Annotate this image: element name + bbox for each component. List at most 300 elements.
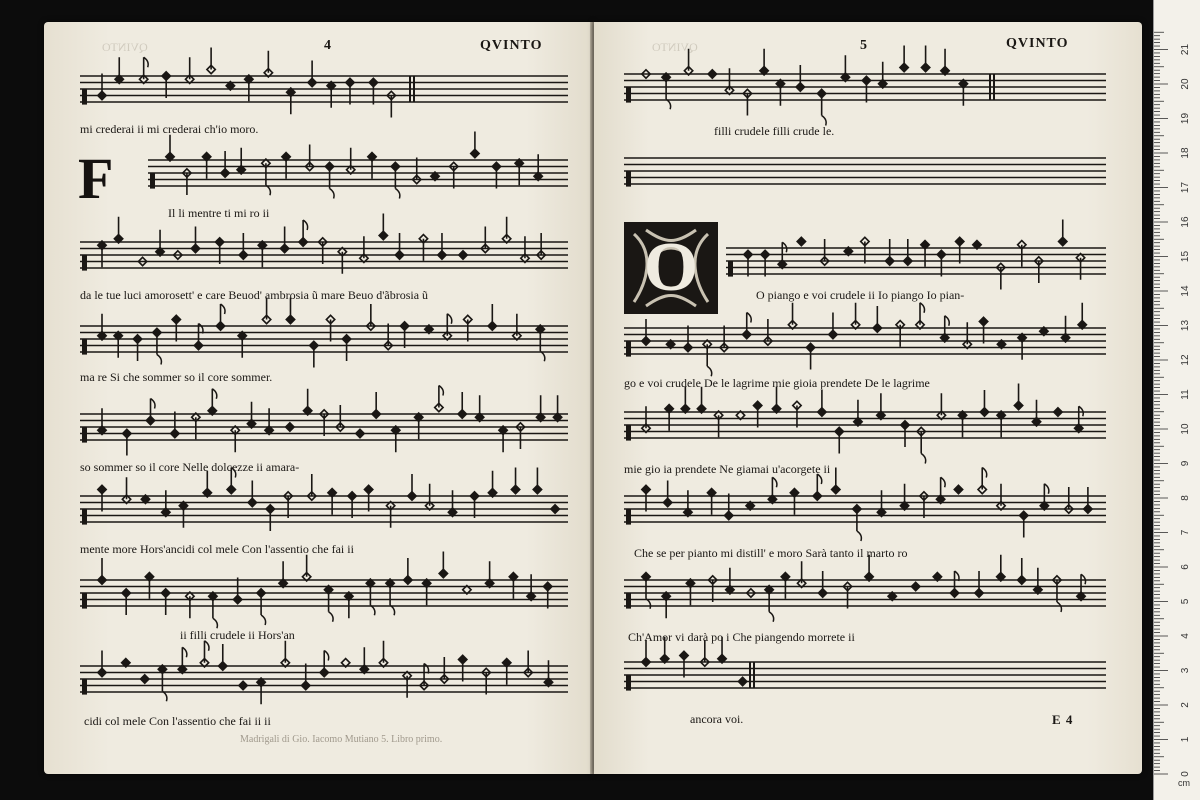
note: [325, 162, 334, 198]
note: [853, 505, 862, 541]
note: [835, 427, 843, 453]
ruler-label: 12: [1180, 354, 1191, 366]
note: [680, 651, 688, 677]
note: [1075, 406, 1084, 432]
note: [536, 325, 545, 361]
note: [221, 151, 229, 177]
note: [937, 250, 945, 276]
note: [287, 88, 295, 114]
note: [1054, 408, 1062, 416]
note: [521, 236, 529, 262]
note: [793, 401, 801, 427]
ghost-heading: QVINTO: [652, 40, 698, 54]
note: [123, 429, 131, 455]
initial-letter: F: [78, 146, 114, 211]
note: [950, 571, 959, 597]
note: [896, 321, 904, 347]
note: [171, 412, 179, 438]
note: [901, 421, 909, 447]
note: [1061, 316, 1069, 342]
note: [475, 395, 483, 421]
note: [714, 411, 722, 437]
note: [743, 313, 752, 339]
clef-icon: [626, 171, 631, 187]
lyric-line-6: mente more Hors'ancidi col mele Con l'assentio che fai ii: [80, 542, 354, 556]
note: [133, 335, 141, 361]
note: [299, 220, 308, 246]
note: [364, 485, 372, 511]
note: [392, 426, 400, 452]
note: [282, 153, 290, 179]
staff: [624, 46, 1106, 126]
note: [488, 304, 496, 330]
note: [98, 485, 106, 511]
note: [422, 579, 430, 605]
clef-icon: [626, 425, 631, 441]
note: [98, 74, 106, 100]
note: [553, 395, 561, 421]
note: [1059, 220, 1067, 246]
note: [642, 573, 651, 609]
note: [415, 413, 423, 439]
note: [956, 237, 964, 263]
ruler-label: 21: [1180, 43, 1191, 56]
note: [937, 393, 945, 419]
note: [346, 78, 354, 104]
note: [443, 314, 452, 340]
note: [684, 326, 692, 352]
note: [366, 579, 375, 615]
note: [725, 68, 733, 94]
note: [439, 552, 447, 578]
ruler-label: 19: [1180, 112, 1191, 125]
note: [391, 162, 400, 198]
note: [347, 148, 355, 174]
staff: [624, 158, 1106, 187]
note: [239, 681, 247, 689]
ruler-label: 10: [1180, 423, 1191, 435]
clef-icon: [82, 89, 87, 105]
right-page: [594, 22, 1142, 774]
note: [386, 579, 395, 615]
note: [326, 315, 334, 341]
ruler-label: 5: [1180, 598, 1191, 605]
clef-icon: [626, 509, 631, 525]
note: [778, 242, 787, 268]
ruler-label: 17: [1180, 181, 1191, 194]
note: [141, 675, 149, 683]
ruler-label: 11: [1180, 389, 1191, 400]
ruler-label: 4: [1180, 633, 1191, 639]
note: [208, 389, 217, 415]
measuring-ruler: [1153, 0, 1200, 800]
note: [978, 468, 987, 494]
note: [200, 641, 209, 667]
note: [536, 395, 544, 421]
note: [202, 153, 210, 179]
note: [245, 75, 253, 101]
note: [115, 57, 123, 83]
note: [707, 489, 715, 515]
note: [386, 502, 394, 528]
note: [797, 561, 805, 587]
note: [921, 241, 929, 267]
staff: [624, 303, 1106, 377]
note: [862, 76, 870, 102]
note: [544, 660, 552, 686]
note: [360, 647, 368, 673]
note: [310, 341, 318, 367]
lyric-line-3: da le tue luci amorosett' e care Beuod' ambrosia ũ mare Beuo d'ãbrosia ũ: [80, 288, 429, 302]
note: [534, 154, 542, 180]
note: [191, 227, 199, 253]
note: [997, 555, 1005, 581]
voice-heading: QVINTO: [480, 38, 543, 53]
note: [806, 343, 814, 369]
note: [877, 393, 885, 419]
note: [145, 573, 153, 599]
note: [818, 571, 826, 597]
note: [238, 332, 246, 358]
note: [302, 555, 310, 581]
note: [642, 319, 650, 345]
note: [379, 641, 387, 667]
note: [686, 579, 694, 605]
ruler-ticks: [1154, 0, 1200, 800]
note: [726, 568, 734, 594]
note: [776, 80, 784, 106]
note: [544, 582, 552, 608]
note: [179, 502, 187, 528]
ruler-label: 16: [1180, 216, 1191, 228]
lyric-line-5: Che se per pianto mi distill' e moro Sarà tanto il marto ro: [634, 546, 908, 560]
note: [114, 332, 122, 358]
initial-letter: O: [643, 229, 699, 306]
note: [788, 303, 796, 329]
note: [158, 665, 167, 701]
left-page: [44, 22, 592, 774]
note: [459, 251, 467, 259]
page-number: 4: [324, 38, 332, 53]
voice-heading: QVINTO: [1006, 36, 1069, 51]
note: [438, 233, 446, 259]
note: [813, 474, 822, 500]
note: [348, 492, 356, 518]
note: [941, 316, 950, 342]
note: [161, 589, 169, 615]
lyric-line-5: so sommer so il core Nelle dolcezze ii amara-: [80, 460, 300, 474]
footer-text: Madrigali di Gio. Iacomo Mutiano 5. Libro primo.: [240, 734, 443, 745]
note: [471, 132, 479, 158]
note: [328, 489, 336, 515]
lyric-line-4: ma re Si che sommer so il core sommer.: [80, 370, 273, 384]
signature-mark: E 4: [1052, 712, 1074, 727]
note: [215, 238, 223, 264]
note: [356, 429, 364, 437]
note: [435, 386, 444, 412]
note: [280, 227, 288, 253]
note: [921, 46, 929, 72]
note: [395, 233, 403, 259]
note: [502, 217, 510, 243]
note: [879, 62, 887, 88]
note: [403, 672, 411, 698]
note: [207, 48, 215, 74]
note: [684, 49, 692, 75]
ruler-label: 0: [1180, 771, 1191, 777]
note: [854, 400, 862, 426]
note: [662, 592, 670, 618]
note: [286, 423, 294, 431]
note: [665, 405, 673, 431]
staff: [624, 555, 1106, 622]
note: [513, 314, 521, 340]
note: [459, 655, 467, 681]
note: [1078, 303, 1086, 329]
note: [509, 573, 517, 599]
note: [488, 471, 496, 497]
note: [166, 135, 174, 161]
note: [1084, 487, 1092, 513]
note: [192, 413, 200, 439]
ghost-heading: QVINTO: [102, 40, 148, 54]
note: [753, 401, 761, 427]
note: [122, 477, 130, 503]
lyric-line-1: filli crudele filli crude le.: [714, 124, 835, 138]
page-number: 5: [860, 38, 868, 53]
note: [765, 586, 774, 622]
note: [281, 641, 289, 667]
note: [725, 494, 733, 520]
note: [156, 230, 164, 256]
lyric-line-4: mie gio ia prendete Ne giamai u'acorgete ii: [624, 462, 831, 476]
ruler-label: 7: [1180, 529, 1191, 536]
note: [684, 490, 692, 516]
note: [877, 490, 885, 516]
note: [308, 61, 316, 87]
note: [219, 644, 227, 670]
note: [114, 217, 122, 243]
note: [492, 162, 500, 188]
ruler-label: 13: [1180, 319, 1191, 332]
staff: [624, 384, 1106, 464]
note: [400, 322, 408, 348]
ruler-label: 15: [1180, 250, 1191, 263]
note: [817, 89, 826, 125]
note: [448, 490, 456, 516]
note: [485, 561, 493, 587]
staff: [624, 468, 1106, 542]
note: [997, 484, 1005, 510]
note: [533, 468, 541, 494]
note: [372, 392, 380, 418]
note: [262, 159, 271, 195]
note: [369, 78, 377, 104]
clef-icon: [82, 509, 87, 525]
note: [1034, 568, 1042, 594]
note: [338, 248, 346, 274]
note: [527, 574, 535, 600]
lyric-line-1: mi crederai ii mi crederai ch'io moro.: [80, 122, 259, 136]
staff: [80, 468, 568, 532]
note: [861, 237, 869, 263]
note: [172, 315, 180, 341]
note: [258, 241, 266, 267]
note: [408, 474, 416, 500]
note: [781, 573, 789, 599]
note: [425, 484, 433, 510]
note: [663, 481, 671, 507]
staff: [148, 132, 568, 199]
note: [239, 233, 247, 259]
ruler-label: 9: [1180, 460, 1191, 467]
note: [551, 505, 559, 513]
note: [959, 80, 967, 106]
note: [266, 505, 274, 531]
note: [900, 484, 908, 510]
note: [832, 468, 840, 494]
note: [941, 49, 949, 75]
note: [327, 82, 335, 108]
note: [162, 72, 170, 98]
note: [916, 303, 925, 329]
note: [324, 586, 333, 622]
note: [904, 239, 912, 265]
note: [503, 659, 511, 685]
staff: [80, 552, 568, 629]
staff: [80, 214, 568, 274]
note: [216, 304, 225, 330]
note: [886, 239, 894, 265]
note: [122, 589, 130, 615]
note: [642, 485, 650, 511]
clef-icon: [626, 593, 631, 609]
note: [1032, 400, 1040, 426]
note: [153, 328, 162, 364]
note: [345, 592, 353, 618]
note: [231, 426, 239, 452]
lyric-line-2: Il li mentre ti mi ro ii: [168, 206, 270, 220]
note: [302, 664, 310, 690]
note: [320, 651, 329, 677]
note: [185, 57, 193, 83]
note: [1018, 558, 1026, 584]
ruler-label: 20: [1180, 78, 1191, 90]
lyric-line-7: ii filli crudele ii Hors'an: [180, 628, 295, 642]
note: [419, 235, 427, 261]
note: [958, 411, 966, 437]
note: [265, 408, 273, 434]
lyric-line-6: Ch'Amor vi darà po i Che piangendo morrete ii: [628, 630, 855, 644]
note: [264, 51, 272, 77]
note: [257, 678, 265, 704]
note: [368, 153, 376, 179]
note: [186, 592, 194, 618]
note: [303, 389, 311, 415]
clef-icon: [82, 679, 87, 695]
ruler-unit: cm: [1178, 778, 1190, 788]
ruler-label: 1: [1180, 736, 1191, 743]
lyric-line-8: cidi col mele Con l'assentio che fai ii ii: [84, 714, 271, 728]
clef-icon: [626, 675, 631, 691]
note: [768, 477, 777, 503]
note: [342, 335, 350, 361]
clef-icon: [728, 261, 733, 277]
staff: [726, 220, 1106, 290]
note: [851, 303, 859, 329]
staff: [80, 48, 568, 118]
note: [1020, 511, 1028, 537]
note: [379, 214, 387, 240]
note: [98, 408, 106, 434]
note: [1018, 241, 1026, 267]
note: [257, 589, 266, 625]
note: [248, 481, 256, 507]
music-staves: [594, 22, 1142, 774]
note: [1014, 384, 1022, 410]
note: [511, 468, 519, 494]
note: [642, 406, 650, 432]
staff: [80, 386, 568, 456]
note: [233, 578, 241, 604]
note: [797, 237, 805, 245]
note: [1077, 574, 1086, 600]
note: [247, 402, 255, 428]
note: [841, 55, 849, 81]
note: [146, 399, 155, 425]
lyric-line-3: go e voi crudele De le lagrime mie gioia prendete De le lagrime: [624, 376, 930, 390]
note: [458, 392, 466, 418]
note: [703, 340, 712, 376]
staff: [80, 298, 568, 368]
note: [360, 236, 368, 262]
note: [963, 322, 971, 348]
note: [470, 492, 478, 518]
note: [1040, 484, 1049, 510]
clef-icon: [82, 255, 87, 271]
ruler-label: 6: [1180, 564, 1191, 570]
note: [900, 46, 908, 72]
lyric-line-7: ancora voi.: [690, 712, 744, 726]
note: [738, 677, 746, 685]
note: [873, 306, 881, 332]
note: [917, 427, 926, 463]
note: [980, 390, 988, 416]
note: [499, 426, 507, 452]
note: [796, 65, 804, 91]
note: [464, 315, 472, 341]
note: [515, 159, 523, 185]
note: [997, 411, 1005, 437]
note: [708, 70, 716, 78]
note: [162, 490, 170, 516]
note: [818, 390, 826, 416]
note: [936, 477, 945, 503]
ruler-label: 14: [1180, 285, 1191, 297]
note: [829, 313, 837, 339]
note: [662, 73, 671, 109]
ruler-label: 8: [1180, 495, 1191, 501]
note: [954, 485, 962, 493]
note: [744, 250, 752, 276]
clef-icon: [626, 341, 631, 357]
clef-icon: [82, 593, 87, 609]
note: [761, 250, 769, 276]
clef-icon: [626, 87, 631, 103]
note: [194, 324, 203, 350]
note: [1076, 254, 1084, 280]
note: [1018, 334, 1026, 360]
